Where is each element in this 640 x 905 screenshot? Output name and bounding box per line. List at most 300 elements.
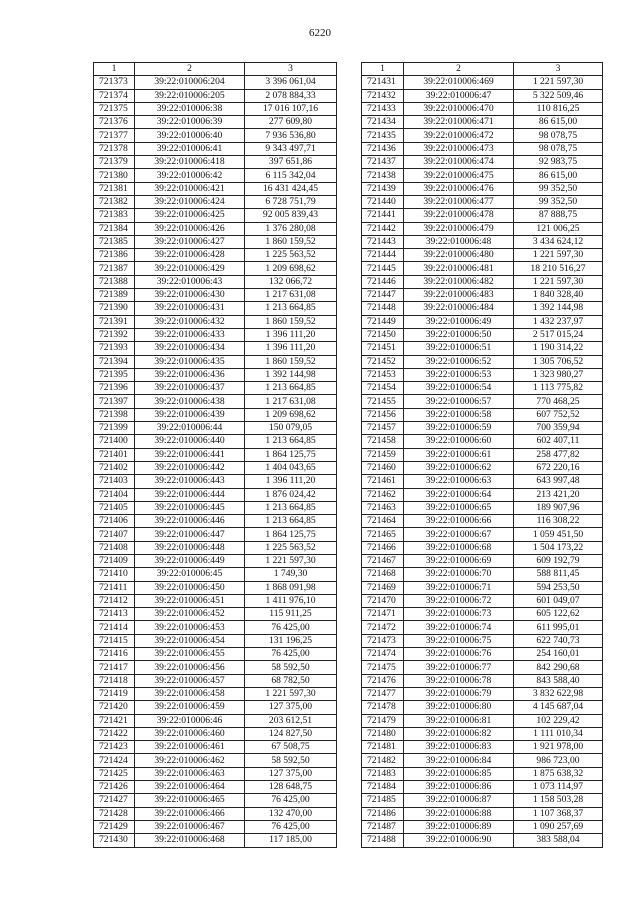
table-row — [362, 634, 603, 647]
value-cell: 1 840 328,40 — [514, 289, 603, 302]
cadastral-number-cell: 39:22:010006:59 — [404, 422, 514, 435]
cadastral-number-cell: 39:22:010006:418 — [135, 156, 245, 169]
table-row — [362, 687, 603, 700]
cadastral-number-cell: 39:22:010006:469 — [404, 76, 514, 89]
value-cell: 4 145 687,04 — [514, 701, 603, 714]
cadastral-number-cell: 39:22:010006:76 — [404, 648, 514, 661]
cadastral-number-cell: 39:22:010006:51 — [404, 342, 514, 355]
row-number-cell: 721437 — [362, 156, 404, 169]
value-cell: 1 217 631,08 — [245, 289, 337, 302]
cadastral-number-cell: 39:22:010006:427 — [135, 235, 245, 248]
value-cell: 213 421,20 — [514, 488, 603, 501]
table-row — [94, 820, 337, 833]
row-number-cell: 721397 — [94, 395, 135, 408]
table-row — [94, 355, 337, 368]
cadastral-number-cell: 39:22:010006:58 — [404, 408, 514, 421]
row-number-cell: 721449 — [362, 315, 404, 328]
table-row — [94, 781, 337, 794]
row-number-cell: 721390 — [94, 302, 135, 315]
row-number-cell: 721487 — [362, 820, 404, 833]
value-cell: 110 816,25 — [514, 102, 603, 115]
row-number-cell: 721476 — [362, 674, 404, 687]
row-number-cell: 721478 — [362, 701, 404, 714]
row-number-cell: 721391 — [94, 315, 135, 328]
value-cell: 1 217 631,08 — [245, 395, 337, 408]
value-cell: 1 864 125,75 — [245, 528, 337, 541]
value-cell: 1 213 664,85 — [245, 501, 337, 514]
value-cell: 611 995,01 — [514, 621, 603, 634]
cadastral-number-cell: 39:22:010006:466 — [135, 807, 245, 820]
value-cell: 102 229,42 — [514, 714, 603, 727]
value-cell: 5 322 509,46 — [514, 89, 603, 102]
row-number-cell: 721408 — [94, 541, 135, 554]
cadastral-number-cell: 39:22:010006:46 — [135, 714, 245, 727]
table-row — [362, 661, 603, 674]
row-number-cell: 721475 — [362, 661, 404, 674]
table-row — [94, 807, 337, 820]
value-cell: 1 868 091,98 — [245, 581, 337, 594]
cadastral-number-cell: 39:22:010006:421 — [135, 182, 245, 195]
table-row — [362, 262, 603, 275]
value-cell: 1 860 159,52 — [245, 355, 337, 368]
row-number-cell: 721469 — [362, 581, 404, 594]
table-row — [94, 834, 337, 847]
cadastral-number-cell: 39:22:010006:60 — [404, 435, 514, 448]
table-row — [362, 209, 603, 222]
row-number-cell: 721451 — [362, 342, 404, 355]
cadastral-number-cell: 39:22:010006:442 — [135, 461, 245, 474]
row-number-cell: 721415 — [94, 634, 135, 647]
row-number-cell: 721375 — [94, 102, 135, 115]
cadastral-number-cell: 39:22:010006:87 — [404, 794, 514, 807]
value-cell: 1 158 503,28 — [514, 794, 603, 807]
cadastral-number-cell: 39:22:010006:473 — [404, 142, 514, 155]
table-row — [94, 222, 337, 235]
row-number-cell: 721426 — [94, 781, 135, 794]
table-row — [362, 754, 603, 767]
value-cell: 1 411 976,10 — [245, 594, 337, 607]
value-cell: 1 209 698,62 — [245, 408, 337, 421]
cadastral-number-cell: 39:22:010006:435 — [135, 355, 245, 368]
value-cell: 770 468,25 — [514, 395, 603, 408]
cadastral-number-cell: 39:22:010006:45 — [135, 568, 245, 581]
row-number-cell: 721398 — [94, 408, 135, 421]
row-number-cell: 721427 — [94, 794, 135, 807]
column-header: 2 — [404, 63, 514, 76]
row-number-cell: 721474 — [362, 648, 404, 661]
row-number-cell: 721424 — [94, 754, 135, 767]
table-row — [94, 395, 337, 408]
table-row — [94, 262, 337, 275]
cadastral-number-cell: 39:22:010006:82 — [404, 727, 514, 740]
table-row — [362, 116, 603, 129]
row-number-cell: 721374 — [94, 89, 135, 102]
table-row — [94, 714, 337, 727]
table-row — [362, 182, 603, 195]
value-cell: 1 396 111,20 — [245, 342, 337, 355]
table-row — [94, 701, 337, 714]
row-number-cell: 721464 — [362, 515, 404, 528]
row-number-cell: 721454 — [362, 382, 404, 395]
cadastral-number-cell: 39:22:010006:72 — [404, 594, 514, 607]
cadastral-number-cell: 39:22:010006:447 — [135, 528, 245, 541]
row-number-cell: 721423 — [94, 741, 135, 754]
row-number-cell: 721386 — [94, 249, 135, 262]
value-cell: 76 425,00 — [245, 820, 337, 833]
cadastral-number-cell: 39:22:010006:448 — [135, 541, 245, 554]
value-cell: 68 782,50 — [245, 674, 337, 687]
table-row — [94, 249, 337, 262]
cadastral-number-cell: 39:22:010006:40 — [135, 129, 245, 142]
row-number-cell: 721395 — [94, 368, 135, 381]
table-row — [362, 515, 603, 528]
cadastral-number-cell: 39:22:010006:425 — [135, 209, 245, 222]
value-cell: 99 352,50 — [514, 182, 603, 195]
table-row — [94, 129, 337, 142]
row-number-cell: 721421 — [94, 714, 135, 727]
cadastral-number-cell: 39:22:010006:78 — [404, 674, 514, 687]
row-number-cell: 721440 — [362, 195, 404, 208]
value-cell: 128 648,75 — [245, 781, 337, 794]
value-cell: 1 392 144,98 — [514, 302, 603, 315]
table-row — [94, 727, 337, 740]
cadastral-number-cell: 39:22:010006:456 — [135, 661, 245, 674]
table-row — [362, 807, 603, 820]
row-number-cell: 721482 — [362, 754, 404, 767]
row-number-cell: 721418 — [94, 674, 135, 687]
value-cell: 6 728 751,79 — [245, 195, 337, 208]
value-cell: 1 432 237,97 — [514, 315, 603, 328]
value-cell: 9 343 497,71 — [245, 142, 337, 155]
cadastral-number-cell: 39:22:010006:477 — [404, 195, 514, 208]
cadastral-number-cell: 39:22:010006:465 — [135, 794, 245, 807]
column-header: 3 — [514, 63, 603, 76]
table-row — [94, 142, 337, 155]
row-number-cell: 721461 — [362, 475, 404, 488]
table-row — [362, 794, 603, 807]
cadastral-number-cell: 39:22:010006:478 — [404, 209, 514, 222]
cadastral-number-cell: 39:22:010006:460 — [135, 727, 245, 740]
cadastral-number-cell: 39:22:010006:436 — [135, 368, 245, 381]
cadastral-number-cell: 39:22:010006:49 — [404, 315, 514, 328]
value-cell: 1 323 980,27 — [514, 368, 603, 381]
cadastral-number-cell: 39:22:010006:433 — [135, 328, 245, 341]
value-cell: 86 615,00 — [514, 116, 603, 129]
row-number-cell: 721470 — [362, 594, 404, 607]
value-cell: 76 425,00 — [245, 648, 337, 661]
value-cell: 1 107 368,37 — [514, 807, 603, 820]
table-row — [362, 820, 603, 833]
row-number-cell: 721389 — [94, 289, 135, 302]
row-number-cell: 721444 — [362, 249, 404, 262]
value-cell: 383 588,04 — [514, 834, 603, 847]
row-number-cell: 721446 — [362, 275, 404, 288]
value-cell: 2 517 015,24 — [514, 328, 603, 341]
table-row — [94, 581, 337, 594]
value-cell: 1 921 978,00 — [514, 741, 603, 754]
table-row — [94, 594, 337, 607]
value-cell: 1 860 159,52 — [245, 235, 337, 248]
cadastral-number-cell: 39:22:010006:61 — [404, 448, 514, 461]
row-number-cell: 721441 — [362, 209, 404, 222]
row-number-cell: 721382 — [94, 195, 135, 208]
value-cell: 1 209 698,62 — [245, 262, 337, 275]
value-cell: 601 049,07 — [514, 594, 603, 607]
value-cell: 672 220,16 — [514, 461, 603, 474]
table-row — [362, 422, 603, 435]
row-number-cell: 721407 — [94, 528, 135, 541]
table-row — [362, 541, 603, 554]
value-cell: 1 225 563,52 — [245, 541, 337, 554]
table-row — [362, 142, 603, 155]
cadastral-number-cell: 39:22:010006:434 — [135, 342, 245, 355]
row-number-cell: 721488 — [362, 834, 404, 847]
row-number-cell: 721381 — [94, 182, 135, 195]
cadastral-number-cell: 39:22:010006:75 — [404, 634, 514, 647]
row-number-cell: 721377 — [94, 129, 135, 142]
table-row — [94, 435, 337, 448]
table-row — [362, 382, 603, 395]
cadastral-number-cell: 39:22:010006:446 — [135, 515, 245, 528]
value-cell: 1 876 024,42 — [245, 488, 337, 501]
cadastral-number-cell: 39:22:010006:71 — [404, 581, 514, 594]
value-cell: 258 477,82 — [514, 448, 603, 461]
value-cell: 1 221 597,30 — [514, 249, 603, 262]
cadastral-number-cell: 39:22:010006:459 — [135, 701, 245, 714]
row-number-cell: 721428 — [94, 807, 135, 820]
cadastral-number-cell: 39:22:010006:484 — [404, 302, 514, 315]
table-row — [362, 342, 603, 355]
cadastral-number-cell: 39:22:010006:43 — [135, 275, 245, 288]
row-number-cell: 721378 — [94, 142, 135, 155]
table-row — [94, 315, 337, 328]
table-row — [94, 89, 337, 102]
cadastral-number-cell: 39:22:010006:86 — [404, 781, 514, 794]
value-cell: 842 290,68 — [514, 661, 603, 674]
table-row — [362, 475, 603, 488]
row-number-cell: 721468 — [362, 568, 404, 581]
table-row — [362, 581, 603, 594]
table-row — [362, 741, 603, 754]
value-cell: 150 079,05 — [245, 422, 337, 435]
table-row — [362, 275, 603, 288]
value-cell: 594 253,50 — [514, 581, 603, 594]
table-row — [94, 448, 337, 461]
cadastral-number-cell: 39:22:010006:79 — [404, 687, 514, 700]
table-row — [362, 701, 603, 714]
value-cell: 397 651,86 — [245, 156, 337, 169]
table-row — [362, 195, 603, 208]
row-number-cell: 721466 — [362, 541, 404, 554]
row-number-cell: 721473 — [362, 634, 404, 647]
value-cell: 117 185,00 — [245, 834, 337, 847]
cadastral-number-cell: 39:22:010006:452 — [135, 608, 245, 621]
row-number-cell: 721380 — [94, 169, 135, 182]
value-cell: 132 066,72 — [245, 275, 337, 288]
table-row — [94, 209, 337, 222]
row-number-cell: 721456 — [362, 408, 404, 421]
cadastral-number-cell: 39:22:010006:474 — [404, 156, 514, 169]
table-row — [94, 661, 337, 674]
value-cell: 87 888,75 — [514, 209, 603, 222]
cadastral-number-cell: 39:22:010006:426 — [135, 222, 245, 235]
cadastral-number-cell: 39:22:010006:475 — [404, 169, 514, 182]
table-row — [94, 156, 337, 169]
table-row — [362, 222, 603, 235]
row-number-cell: 721417 — [94, 661, 135, 674]
cadastral-number-cell: 39:22:010006:74 — [404, 621, 514, 634]
cadastral-number-cell: 39:22:010006:64 — [404, 488, 514, 501]
row-number-cell: 721462 — [362, 488, 404, 501]
cadastral-number-cell: 39:22:010006:458 — [135, 687, 245, 700]
table-row — [94, 76, 337, 89]
cadastral-number-cell: 39:22:010006:70 — [404, 568, 514, 581]
row-number-cell: 721431 — [362, 76, 404, 89]
cadastral-number-cell: 39:22:010006:471 — [404, 116, 514, 129]
value-cell: 115 911,25 — [245, 608, 337, 621]
table-row — [94, 475, 337, 488]
row-number-cell: 721400 — [94, 435, 135, 448]
table-row — [94, 528, 337, 541]
table-row — [94, 116, 337, 129]
row-number-cell: 721422 — [94, 727, 135, 740]
cadastral-number-cell: 39:22:010006:451 — [135, 594, 245, 607]
table-row — [94, 289, 337, 302]
cadastral-number-cell: 39:22:010006:480 — [404, 249, 514, 262]
value-cell: 588 811,45 — [514, 568, 603, 581]
value-cell: 1 213 664,85 — [245, 302, 337, 315]
table-row — [362, 528, 603, 541]
row-number-cell: 721480 — [362, 727, 404, 740]
cadastral-number-cell: 39:22:010006:482 — [404, 275, 514, 288]
row-number-cell: 721384 — [94, 222, 135, 235]
value-cell: 643 997,48 — [514, 475, 603, 488]
table-row — [362, 315, 603, 328]
cadastral-number-cell: 39:22:010006:205 — [135, 89, 245, 102]
value-cell: 92 983,75 — [514, 156, 603, 169]
row-number-cell: 721483 — [362, 767, 404, 780]
value-cell: 622 740,73 — [514, 634, 603, 647]
value-cell: 605 122,62 — [514, 608, 603, 621]
cadastral-number-cell: 39:22:010006:472 — [404, 129, 514, 142]
cadastral-number-cell: 39:22:010006:441 — [135, 448, 245, 461]
row-number-cell: 721404 — [94, 488, 135, 501]
cadastral-number-cell: 39:22:010006:464 — [135, 781, 245, 794]
value-cell: 116 308,22 — [514, 515, 603, 528]
cadastral-number-cell: 39:22:010006:463 — [135, 767, 245, 780]
value-cell: 127 375,00 — [245, 701, 337, 714]
table-row — [94, 741, 337, 754]
table-row — [362, 368, 603, 381]
value-cell: 1 190 314,22 — [514, 342, 603, 355]
value-cell: 607 752,52 — [514, 408, 603, 421]
row-number-cell: 721399 — [94, 422, 135, 435]
table-row — [94, 328, 337, 341]
cadastral-number-cell: 39:22:010006:85 — [404, 767, 514, 780]
table-row — [94, 674, 337, 687]
cadastral-number-cell: 39:22:010006:449 — [135, 554, 245, 567]
cadastral-number-cell: 39:22:010006:53 — [404, 368, 514, 381]
table-row — [94, 102, 337, 115]
row-number-cell: 721457 — [362, 422, 404, 435]
table-row — [362, 408, 603, 421]
value-cell: 1 111 010,34 — [514, 727, 603, 740]
value-cell: 1 875 638,32 — [514, 767, 603, 780]
value-cell: 1 221 597,30 — [245, 554, 337, 567]
table-row — [94, 461, 337, 474]
column-header: 3 — [245, 63, 337, 76]
table-row — [362, 395, 603, 408]
column-header: 1 — [362, 63, 404, 76]
table-row — [94, 488, 337, 501]
table-row — [362, 435, 603, 448]
table-row — [94, 648, 337, 661]
cadastral-number-cell: 39:22:010006:77 — [404, 661, 514, 674]
cadastral-number-cell: 39:22:010006:90 — [404, 834, 514, 847]
value-cell: 1 396 111,20 — [245, 475, 337, 488]
table-row — [94, 515, 337, 528]
row-number-cell: 721396 — [94, 382, 135, 395]
row-number-cell: 721479 — [362, 714, 404, 727]
cadastral-number-cell: 39:22:010006:84 — [404, 754, 514, 767]
row-number-cell: 721379 — [94, 156, 135, 169]
value-cell: 1 221 597,30 — [514, 275, 603, 288]
row-number-cell: 721443 — [362, 235, 404, 248]
value-cell: 99 352,50 — [514, 195, 603, 208]
value-cell: 700 359,94 — [514, 422, 603, 435]
table-row — [94, 182, 337, 195]
table-row — [94, 169, 337, 182]
table-row — [362, 714, 603, 727]
row-number-cell: 721405 — [94, 501, 135, 514]
row-number-cell: 721409 — [94, 554, 135, 567]
row-number-cell: 721465 — [362, 528, 404, 541]
row-number-cell: 721425 — [94, 767, 135, 780]
cadastral-number-cell: 39:22:010006:461 — [135, 741, 245, 754]
row-number-cell: 721460 — [362, 461, 404, 474]
cadastral-number-cell: 39:22:010006:430 — [135, 289, 245, 302]
value-cell: 3 832 622,98 — [514, 687, 603, 700]
row-number-cell: 721416 — [94, 648, 135, 661]
cadastral-number-cell: 39:22:010006:63 — [404, 475, 514, 488]
row-number-cell: 721463 — [362, 501, 404, 514]
cadastral-number-cell: 39:22:010006:467 — [135, 820, 245, 833]
row-number-cell: 721477 — [362, 687, 404, 700]
cadastral-number-cell: 39:22:010006:57 — [404, 395, 514, 408]
cadastral-number-cell: 39:22:010006:89 — [404, 820, 514, 833]
cadastral-number-cell: 39:22:010006:67 — [404, 528, 514, 541]
value-cell: 1 376 280,08 — [245, 222, 337, 235]
cadastral-number-cell: 39:22:010006:483 — [404, 289, 514, 302]
table-row — [94, 368, 337, 381]
row-number-cell: 721392 — [94, 328, 135, 341]
row-number-cell: 721481 — [362, 741, 404, 754]
table-row — [362, 249, 603, 262]
table-row — [362, 554, 603, 567]
table-row — [94, 382, 337, 395]
table-row — [94, 501, 337, 514]
row-number-cell: 721419 — [94, 687, 135, 700]
row-number-cell: 721445 — [362, 262, 404, 275]
row-number-cell: 721411 — [94, 581, 135, 594]
row-number-cell: 721434 — [362, 116, 404, 129]
row-number-cell: 721401 — [94, 448, 135, 461]
cadastral-number-cell: 39:22:010006:424 — [135, 195, 245, 208]
table-row — [362, 156, 603, 169]
table-row — [362, 461, 603, 474]
value-cell: 254 160,01 — [514, 648, 603, 661]
table-row — [94, 621, 337, 634]
